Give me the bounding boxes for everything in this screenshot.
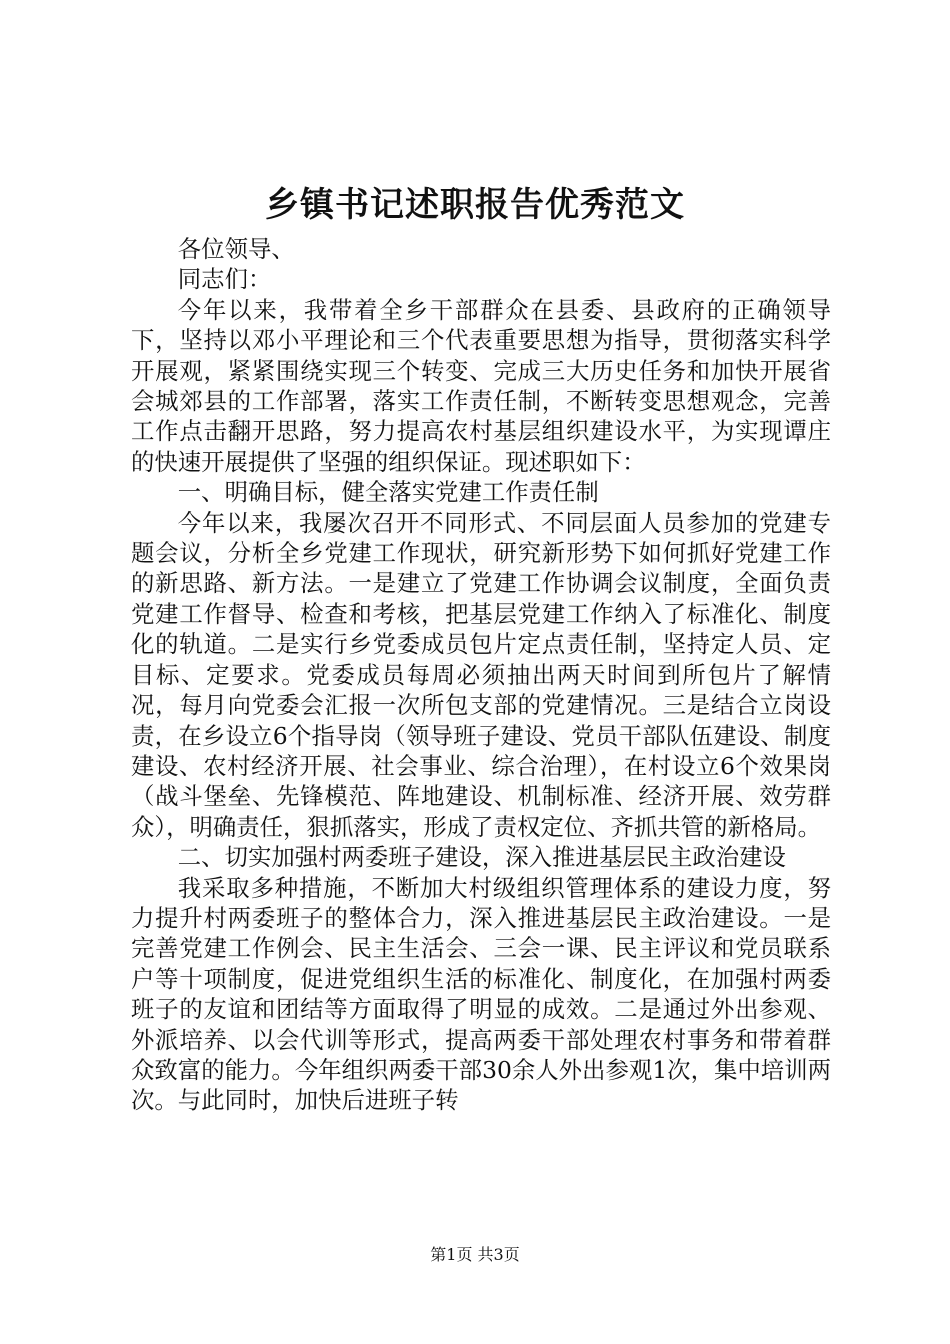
paragraph-intro: 今年以来，我带着全乡干部群众在县委、县政府的正确领导下，坚持以邓小平理论和三个代表重要思想为指导，贯彻落实科学开展观，紧紧围绕实现三个转变、完成三大历史任务和加快开展省会城郊县的工作部署，落实工作责任制，不断转变思想观念，完善工作点击翻开思路，努力提高农村基层组织建设水平，为实现谭庄的快速开展提供了坚强的组织保证。现述职如下： <box>131 295 831 476</box>
paragraph-section-2: 我采取多种措施，不断加大村级组织管理体系的建设力度，努力提升村两委班子的整体合力，深入推进基层民主政治建设。一是完善党建工作例会、民主生活会、三会一课、民主评议和党员联系户等十项制度，促进党组织生活的标准化、制度化，在加强村两委班子的友谊和团结等方面取得了明显的成效。二是通过外出参观、外派培养、以会代训等形式，提高两委干部处理农村事务和带着群众致富的能力。今年组织两委干部30余人外出参观1次，集中培训两次。与此同时，加快后进班子转 <box>131 873 831 1115</box>
greeting-line-1: 各位领导、 <box>177 235 295 263</box>
section-heading-2: 二、切实加强村两委班子建设，深入推进基层民主政治建设 <box>177 843 786 872</box>
page-number-footer: 第1页 共3页 <box>430 1245 520 1264</box>
paragraph-section-1: 今年以来，我屡次召开不同形式、不同层面人员参加的党建专题会议，分析全乡党建工作现状，研究新形势下如何抓好党建工作的新思路、新方法。一是建立了党建工作协调会议制度，全面负责党建工作督导、检查和考核，把基层党建工作纳入了标准化、制度化的轨道。二是实行乡党委成员包片定点责任制，坚持定人员、定目标、定要求。党委成员每周必须抽出两天时间到所包片了解情况，每月向党委会汇报一次所包支部的党建情况。三是结合立岗设责，在乡设立6个指导岗（领导班子建设、党员干部队伍建设、制度建设、农村经济开展、社会事业、综合治理），在村设立6个效果岗（战斗堡垒、先锋模范、阵地建设、机制标准、经济开展、效劳群众），明确责任，狠抓落实，形成了责权定位、齐抓共管的新格局。 <box>131 508 831 841</box>
document-title: 乡镇书记述职报告优秀范文 <box>265 185 685 225</box>
document-body <box>131 234 831 1116</box>
section-heading-1: 一、明确目标，健全落实党建工作责任制 <box>177 478 599 507</box>
greeting-line-2: 同志们： <box>177 265 272 294</box>
